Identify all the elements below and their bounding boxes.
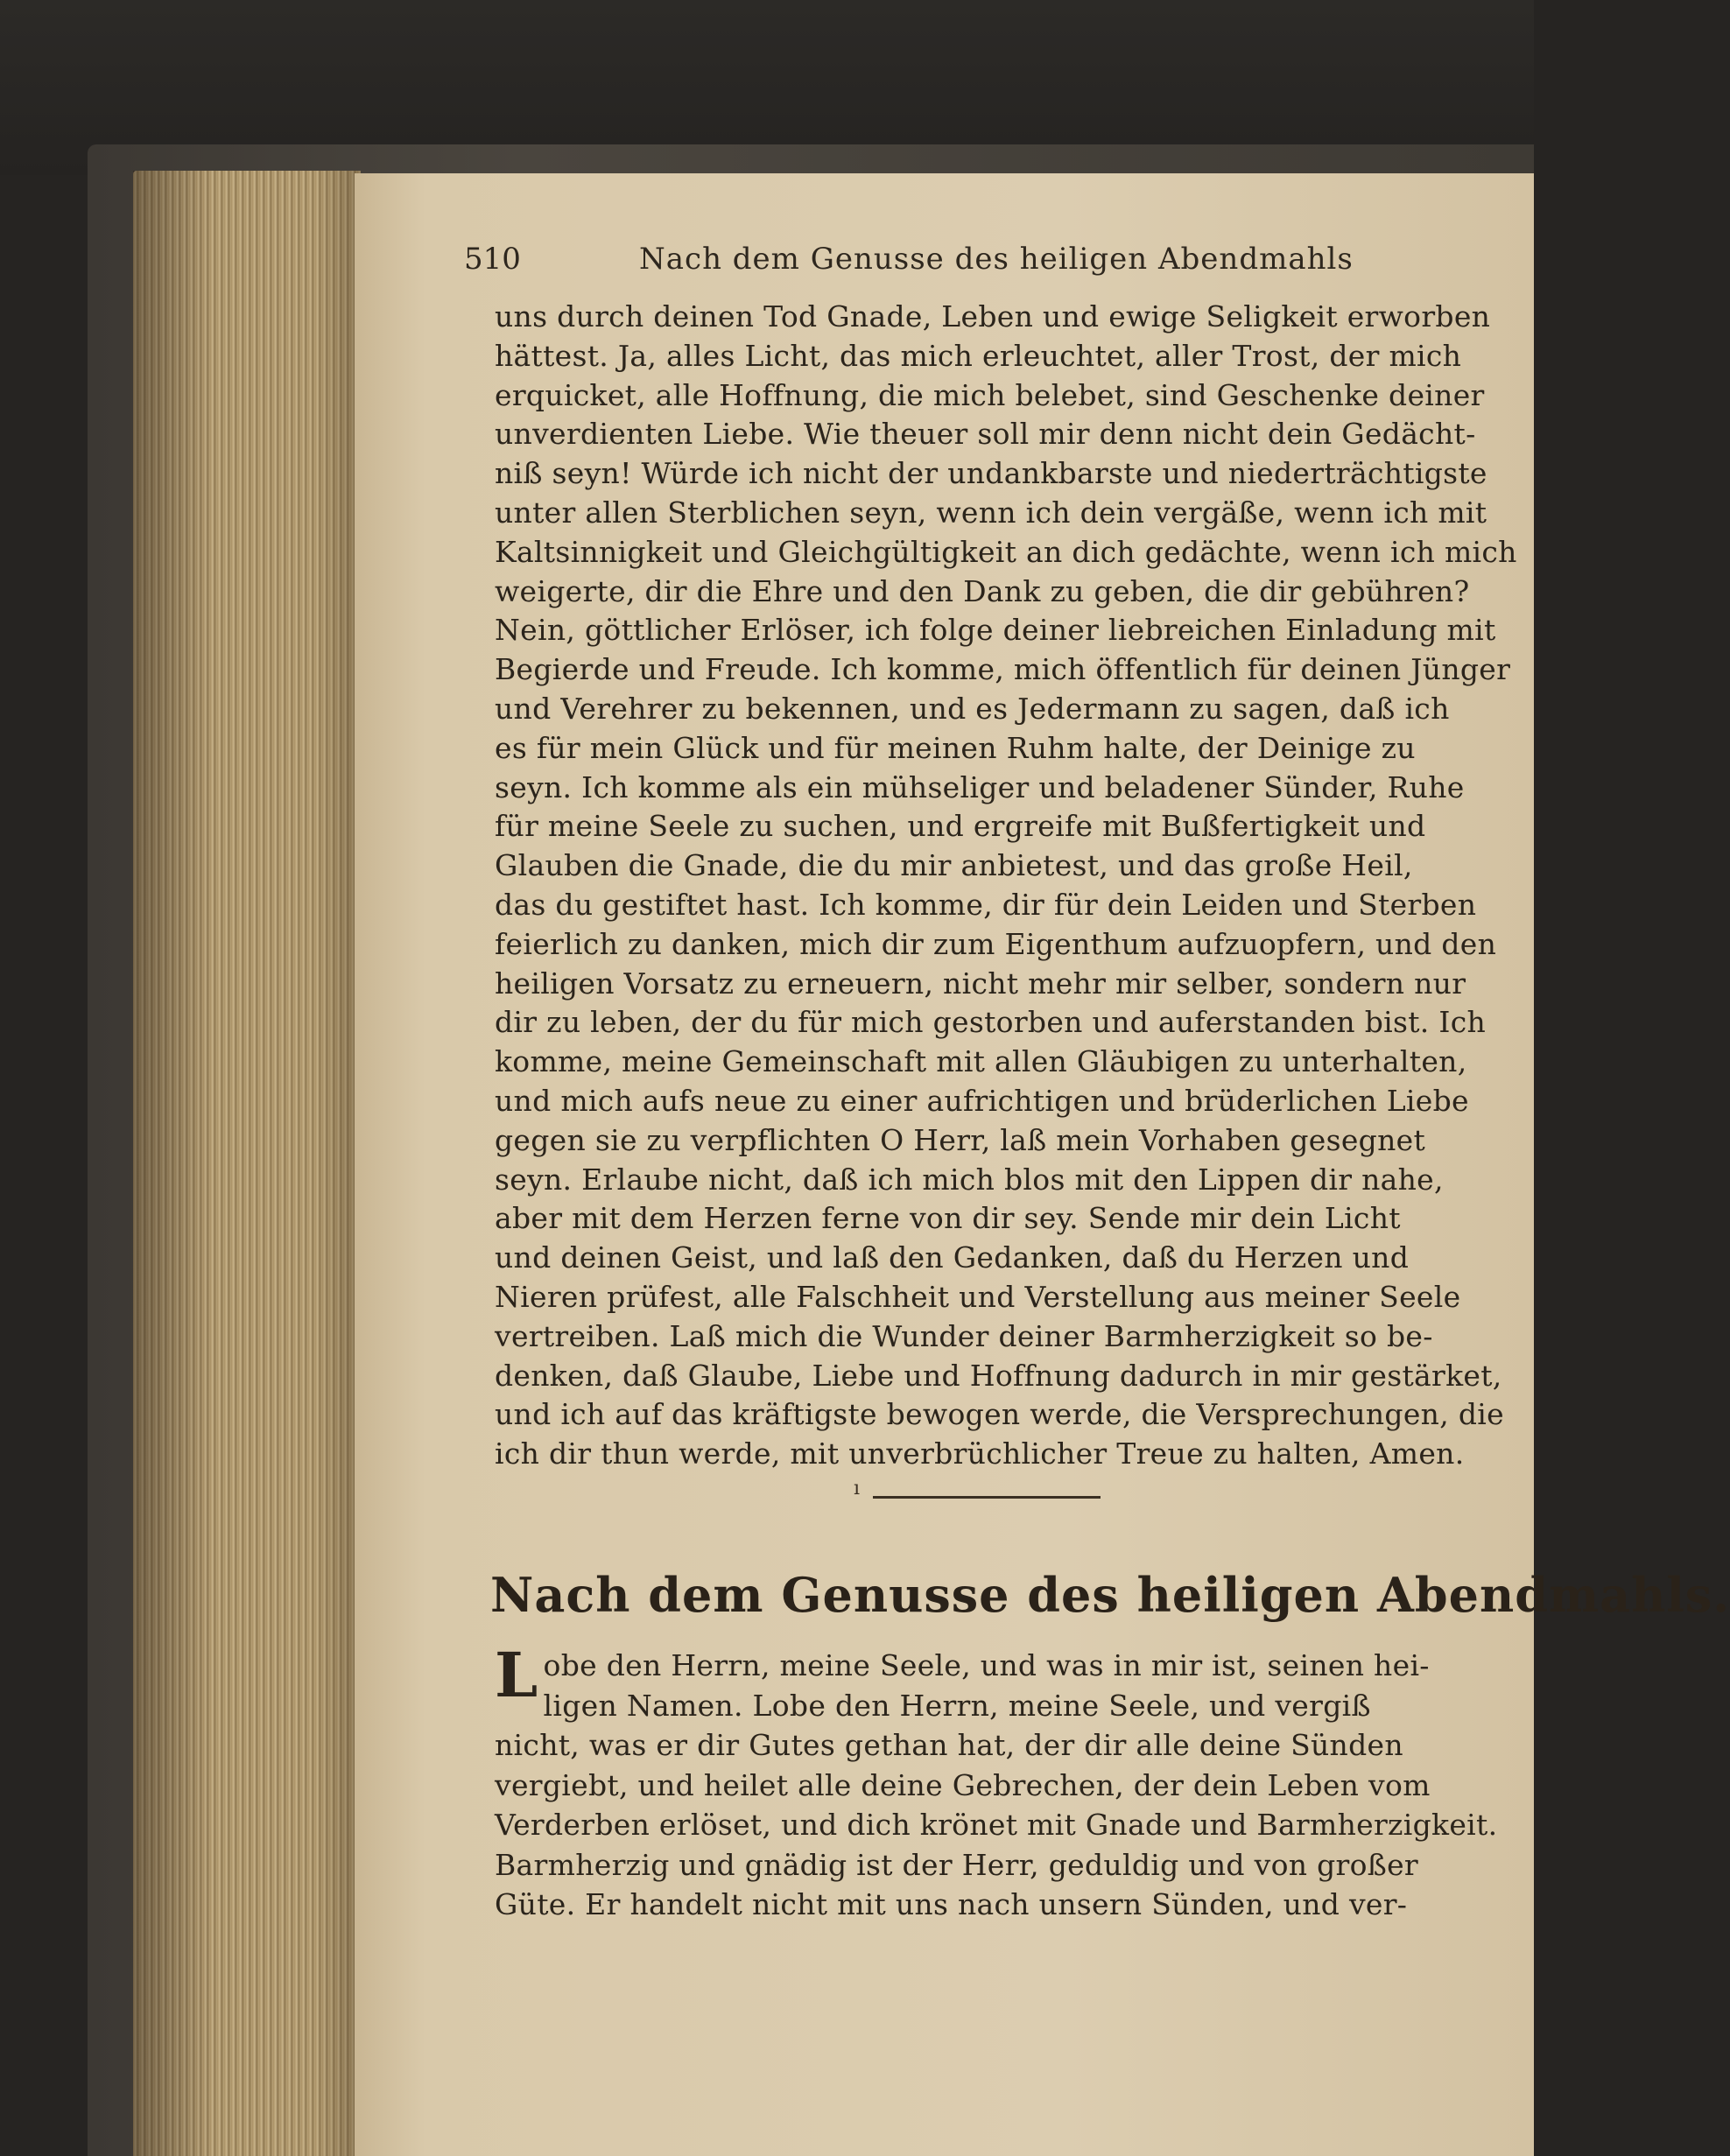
text-line: für meine Seele zu suchen, und ergreife mit Bußfertigkeit und — [495, 809, 1426, 844]
text-line: gegen sie zu verpflichten O Herr, laß mein Vorhaben gesegnet — [495, 1122, 1426, 1157]
page-number: 510 — [464, 242, 521, 277]
text-line: und Verehrer zu bekennen, und es Jedermann zu sagen, daß ich — [495, 691, 1450, 726]
text-line: Güte. Er handelt nicht mit uns nach unsern Sünden, und ver- — [495, 1887, 1408, 1921]
text-line: Nieren prüfest, alle Falschheit und Verstellung aus meiner Seele — [495, 1279, 1461, 1314]
text-line: komme, meine Gemeinschaft mit allen Gläubigen zu unterhalten, — [495, 1044, 1467, 1079]
text-line: dir zu leben, der du für mich gestorben und auferstanden bist. Ich — [495, 1005, 1487, 1040]
text-line: aber mit dem Herzen ferne von dir sey. Sende mir dein Licht — [495, 1201, 1401, 1236]
text-line: feierlich zu danken, mich dir zum Eigenthum aufzuopfern, und den — [495, 926, 1497, 961]
page-header — [464, 236, 1497, 289]
text-line: hättest. Ja, alles Licht, das mich erleuchtet, aller Trost, der mich — [495, 338, 1462, 373]
text-line: vertreiben. Laß mich die Wunder deiner Barmherzigkeit so be- — [495, 1318, 1433, 1353]
prayer-text — [495, 298, 1517, 1474]
text-line: und ich auf das kräftigste bewogen werde, die Versprechungen, die — [495, 1397, 1504, 1432]
text-line: das du gestiftet hast. Ich komme, dir für dein Leiden und Sterben — [495, 887, 1477, 922]
text-line: Verderben erlöset, und dich krönet mit Gnade und Barmherzigkeit. — [495, 1808, 1498, 1842]
text-line: seyn. Erlaube nicht, daß ich mich blos mit den Lippen dir nahe, — [495, 1162, 1444, 1197]
text-line: niß seyn! Würde ich nicht der undankbarste und niederträchtigste — [495, 456, 1487, 491]
text-line: Barmherzig und gnädig ist der Herr, geduldig und von großer — [495, 1847, 1419, 1882]
page-edges-shade — [133, 171, 361, 2156]
text-line: vergiebt, und heilet alle deine Gebrechen, der dein Leben vom — [495, 1767, 1431, 1802]
text-line: uns durch deinen Tod Gnade, Leben und ewige Seligkeit erworben — [495, 299, 1491, 334]
text-line: Begierde und Freude. Ich komme, mich öffentlich für deinen Jünger — [495, 652, 1511, 687]
text-line: denken, daß Glaube, Liebe und Hoffnung dadurch in mir gestärket, — [495, 1358, 1502, 1393]
first-line-text: obe den Herrn, meine Seele, und was in mir ist, seinen hei- — [543, 1648, 1430, 1682]
text-line: erquicket, alle Hoffnung, die mich belebet, sind Geschenke deiner — [495, 377, 1485, 412]
section-text — [495, 1639, 1498, 1925]
section-title: Nach dem Genusse des heiligen Abendmahls. — [490, 1567, 1730, 1623]
text-line: unter allen Sterblichen seyn, wenn ich dein vergäße, wenn ich mit — [495, 495, 1487, 530]
text-line: Glauben die Gnade, die du mir anbietest, und das große Heil, — [495, 848, 1413, 883]
running-title: Nach dem Genusse des heiligen Abendmahls — [639, 242, 1354, 277]
text-line: heiligen Vorsatz zu erneuern, nicht mehr mir selber, sondern nur — [495, 966, 1466, 1001]
text-line: nicht, was er dir Gutes gethan hat, der dir alle deine Sünden — [495, 1728, 1403, 1762]
separator-mark: ı — [854, 1478, 861, 1499]
text-line: Kaltsinnigkeit und Gleichgültigkeit an dich gedächte, wenn ich mich — [495, 534, 1517, 569]
drop-cap: L — [495, 1639, 538, 1711]
text-line: es für mein Glück und für meinen Ruhm halte, der Deinige zu — [495, 730, 1416, 765]
text-line: ligen Namen. Lobe den Herrn, meine Seele, und vergiß — [543, 1688, 1371, 1723]
text-line: und mich aufs neue zu einer aufrichtigen und brüderlichen Liebe — [495, 1083, 1469, 1118]
text-line: Nein, göttlicher Erlöser, ich folge deiner liebreichen Einladung mit — [495, 613, 1496, 648]
text-line: seyn. Ich komme als ein mühseliger und beladener Sünder, Ruhe — [495, 769, 1465, 804]
text-line: ich dir thun werde, mit unverbrüchlicher Treue zu halten, Amen. — [495, 1436, 1465, 1471]
text-line: weigerte, dir die Ehre und den Dank zu geben, die dir gebühren? — [495, 573, 1470, 608]
section-divider — [873, 1496, 1101, 1499]
text-line: unverdienten Liebe. Wie theuer soll mir denn nicht dein Gedächt- — [495, 417, 1476, 452]
text-line: und deinen Geist, und laß den Gedanken, daß du Herzen und — [495, 1240, 1410, 1275]
